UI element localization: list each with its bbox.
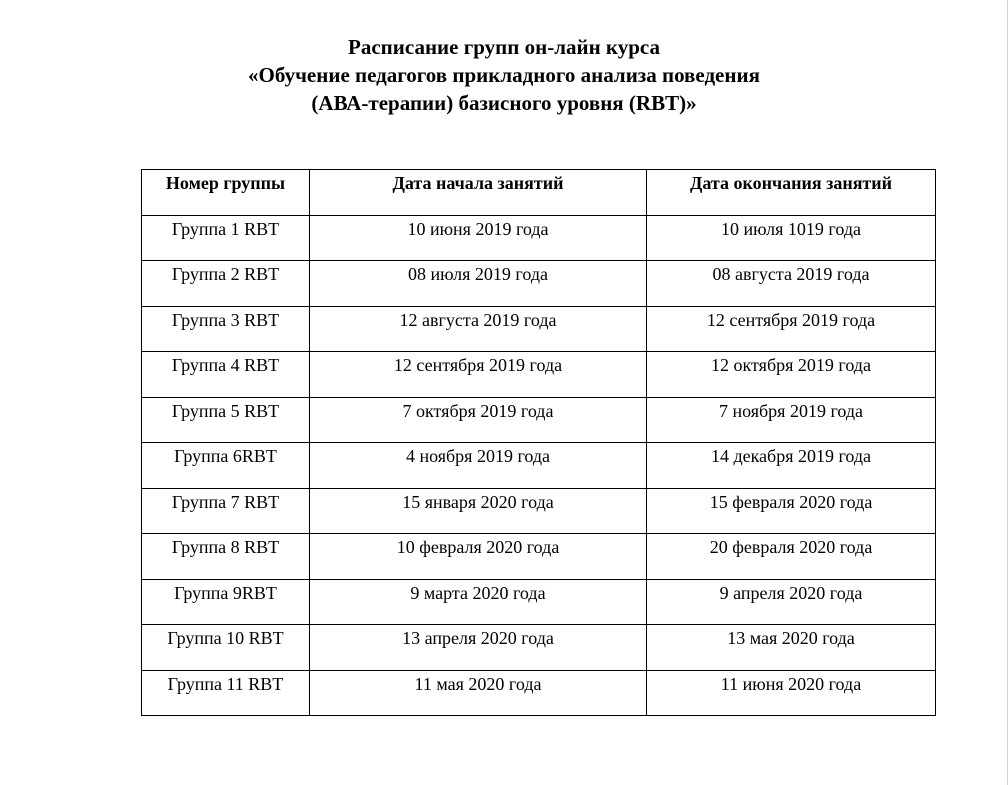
table-row <box>142 397 936 443</box>
group-cell: Группа 3 RBT <box>142 306 310 352</box>
title-line-1: Расписание групп он-лайн курса <box>348 35 660 59</box>
start-date-cell: 12 сентября 2019 года <box>310 352 647 398</box>
end-date-cell: 10 июля 1019 года <box>647 215 936 261</box>
group-cell: Группа 10 RBT <box>142 625 310 671</box>
start-date-cell: 10 июня 2019 года <box>310 215 647 261</box>
end-date-cell: 12 сентября 2019 года <box>647 306 936 352</box>
group-cell: Группа 11 RBT <box>142 670 310 716</box>
end-date-cell: 14 декабря 2019 года <box>647 443 936 489</box>
end-date-cell: 15 февраля 2020 года <box>647 488 936 534</box>
table-row <box>142 625 936 671</box>
end-date-cell: 12 октября 2019 года <box>647 352 936 398</box>
start-date-cell: 4 ноября 2019 года <box>310 443 647 489</box>
table-row <box>142 261 936 307</box>
group-cell: Группа 5 RBT <box>142 397 310 443</box>
group-cell: Группа 7 RBT <box>142 488 310 534</box>
start-date-cell: 10 февраля 2020 года <box>310 534 647 580</box>
title-line-2: «Обучение педагогов прикладного анализа поведения <box>248 63 760 87</box>
group-cell: Группа 9RBT <box>142 579 310 625</box>
start-date-cell: 08 июля 2019 года <box>310 261 647 307</box>
table-header-row <box>142 170 936 216</box>
end-date-cell: 20 февраля 2020 года <box>647 534 936 580</box>
document-title <box>0 33 1008 117</box>
header-start-date: Дата начала занятий <box>310 170 647 216</box>
start-date-cell: 15 января 2020 года <box>310 488 647 534</box>
group-cell: Группа 1 RBT <box>142 215 310 261</box>
start-date-cell: 9 марта 2020 года <box>310 579 647 625</box>
group-cell: Группа 2 RBT <box>142 261 310 307</box>
table-row <box>142 534 936 580</box>
end-date-cell: 11 июня 2020 года <box>647 670 936 716</box>
group-cell: Группа 6RBT <box>142 443 310 489</box>
table-row <box>142 670 936 716</box>
schedule-table <box>141 169 936 716</box>
table-row <box>142 352 936 398</box>
table-row <box>142 306 936 352</box>
start-date-cell: 13 апреля 2020 года <box>310 625 647 671</box>
group-cell: Группа 8 RBT <box>142 534 310 580</box>
title-line-3: (АВА-терапии) базисного уровня (RBT)» <box>311 91 697 115</box>
start-date-cell: 12 августа 2019 года <box>310 306 647 352</box>
group-cell: Группа 4 RBT <box>142 352 310 398</box>
start-date-cell: 11 мая 2020 года <box>310 670 647 716</box>
end-date-cell: 9 апреля 2020 года <box>647 579 936 625</box>
end-date-cell: 08 августа 2019 года <box>647 261 936 307</box>
header-end-date: Дата окончания занятий <box>647 170 936 216</box>
end-date-cell: 7 ноября 2019 года <box>647 397 936 443</box>
table-row <box>142 579 936 625</box>
table-row <box>142 443 936 489</box>
end-date-cell: 13 мая 2020 года <box>647 625 936 671</box>
start-date-cell: 7 октября 2019 года <box>310 397 647 443</box>
table-row <box>142 488 936 534</box>
table-row <box>142 215 936 261</box>
header-group-number: Номер группы <box>142 170 310 216</box>
